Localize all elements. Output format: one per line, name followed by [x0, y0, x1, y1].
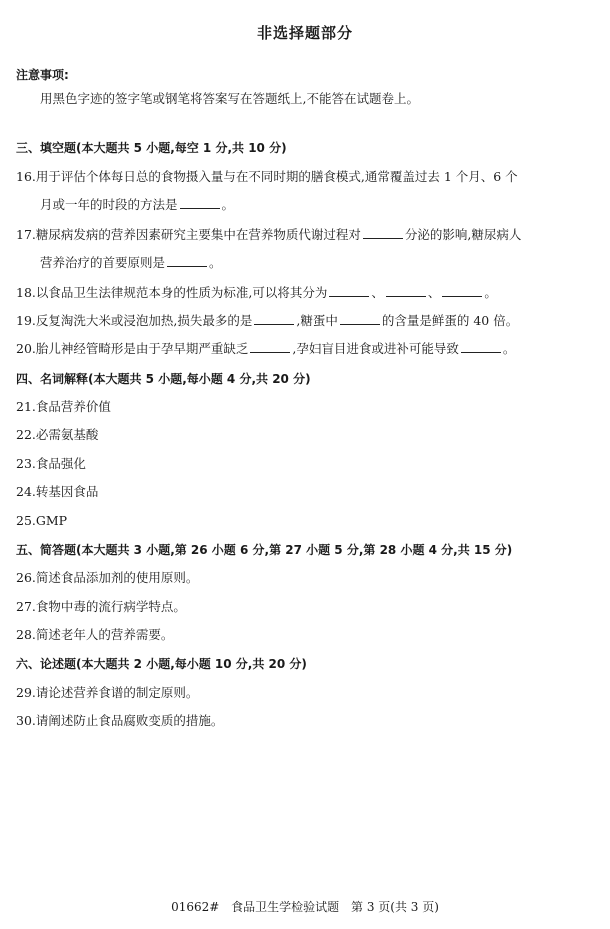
section-terms-heading: 四、名词解释(本大题共 5 小题,每小题 4 分,共 20 分) [16, 372, 311, 386]
question-24: 24.转基因食品 [16, 484, 99, 499]
question-29: 29.请论述营养食谱的制定原则。 [16, 685, 199, 700]
question-22: 22.必需氨基酸 [16, 427, 99, 442]
question-16-line-1: 16.用于评估个体每日总的食物摄入量与在不同时期的膳食模式,通常覆盖过去 1 个月、6 个 [16, 169, 518, 184]
question-17-text-c: 营养治疗的首要原则是 [40, 255, 166, 270]
question-19-text-b: ,糖蛋中 [296, 313, 338, 328]
footer-page-number: 第 3 页(共 3 页) [351, 900, 439, 914]
question-25: 25.GMP [16, 513, 68, 528]
question-20-text-a: 20.胎儿神经管畸形是由于孕早期严重缺乏 [16, 341, 249, 356]
answer-blank [180, 196, 220, 209]
question-17-text-b: 分泌的影响,糖尿病人 [404, 227, 522, 242]
page-title: 非选择题部分 [256, 24, 353, 42]
question-16-text: 月或一年的时段的方法是 [40, 197, 178, 212]
question-17-line-2 [40, 254, 222, 272]
answer-blank [386, 284, 426, 297]
answer-blank [254, 312, 294, 325]
page-footer [0, 898, 610, 915]
question-17-text-a: 17.糖尿病发病的营养因素研究主要集中在营养物质代谢过程对 [16, 227, 361, 242]
question-18-text: 18.以食品卫生法律规范本身的性质为标准,可以将其分为 [16, 285, 328, 300]
answer-blank [167, 254, 207, 267]
question-16-end: 。 [221, 197, 235, 212]
answer-blank [250, 340, 290, 353]
answer-blank [329, 284, 369, 297]
question-19 [16, 312, 518, 330]
question-28: 28.简述老年人的营养需要。 [16, 627, 174, 642]
question-18-end: 。 [484, 285, 497, 300]
answer-blank [442, 284, 482, 297]
separator: 、 [371, 285, 384, 300]
question-17-line-1 [16, 226, 521, 244]
section-essay-heading: 六、论述题(本大题共 2 小题,每小题 10 分,共 20 分) [16, 657, 307, 671]
question-20-end: 。 [502, 341, 516, 356]
separator: 、 [427, 285, 441, 300]
question-16-line-2 [40, 196, 234, 214]
question-19-text-c: 的含量是鲜蛋的 40 倍。 [381, 313, 519, 328]
answer-blank [461, 340, 501, 353]
question-23: 23.食品强化 [16, 456, 86, 471]
question-20-text-b: ,孕妇盲目进食或进补可能导致 [292, 341, 459, 356]
answer-blank [340, 312, 380, 325]
question-19-text-a: 19.反复淘洗大米或浸泡加热,损失最多的是 [16, 313, 253, 328]
question-18 [16, 284, 497, 302]
question-30: 30.请阐述防止食品腐败变质的措施。 [16, 713, 224, 728]
section-fill-heading: 三、填空题(本大题共 5 小题,每空 1 分,共 10 分) [16, 141, 287, 155]
question-17-end: 。 [209, 255, 222, 270]
question-27: 27.食物中毒的流行病学特点。 [16, 599, 186, 614]
footer-subject: 食品卫生学检验试题 [231, 900, 340, 914]
footer-code: 01662# [171, 900, 220, 914]
question-26: 26.简述食品添加剂的使用原则。 [16, 570, 199, 585]
section-short-heading: 五、简答题(本大题共 3 小题,第 26 小题 6 分,第 27 小题 5 分,第 28 小题 4 分,共 15 分) [16, 543, 513, 557]
question-21: 21.食品营养价值 [16, 399, 111, 414]
notice-heading: 注意事项: [16, 68, 69, 82]
notice-text: 用黑色字迹的签字笔或钢笔将答案写在答题纸上,不能答在试题卷上。 [40, 91, 419, 106]
answer-blank [363, 226, 403, 239]
question-20 [16, 340, 515, 358]
